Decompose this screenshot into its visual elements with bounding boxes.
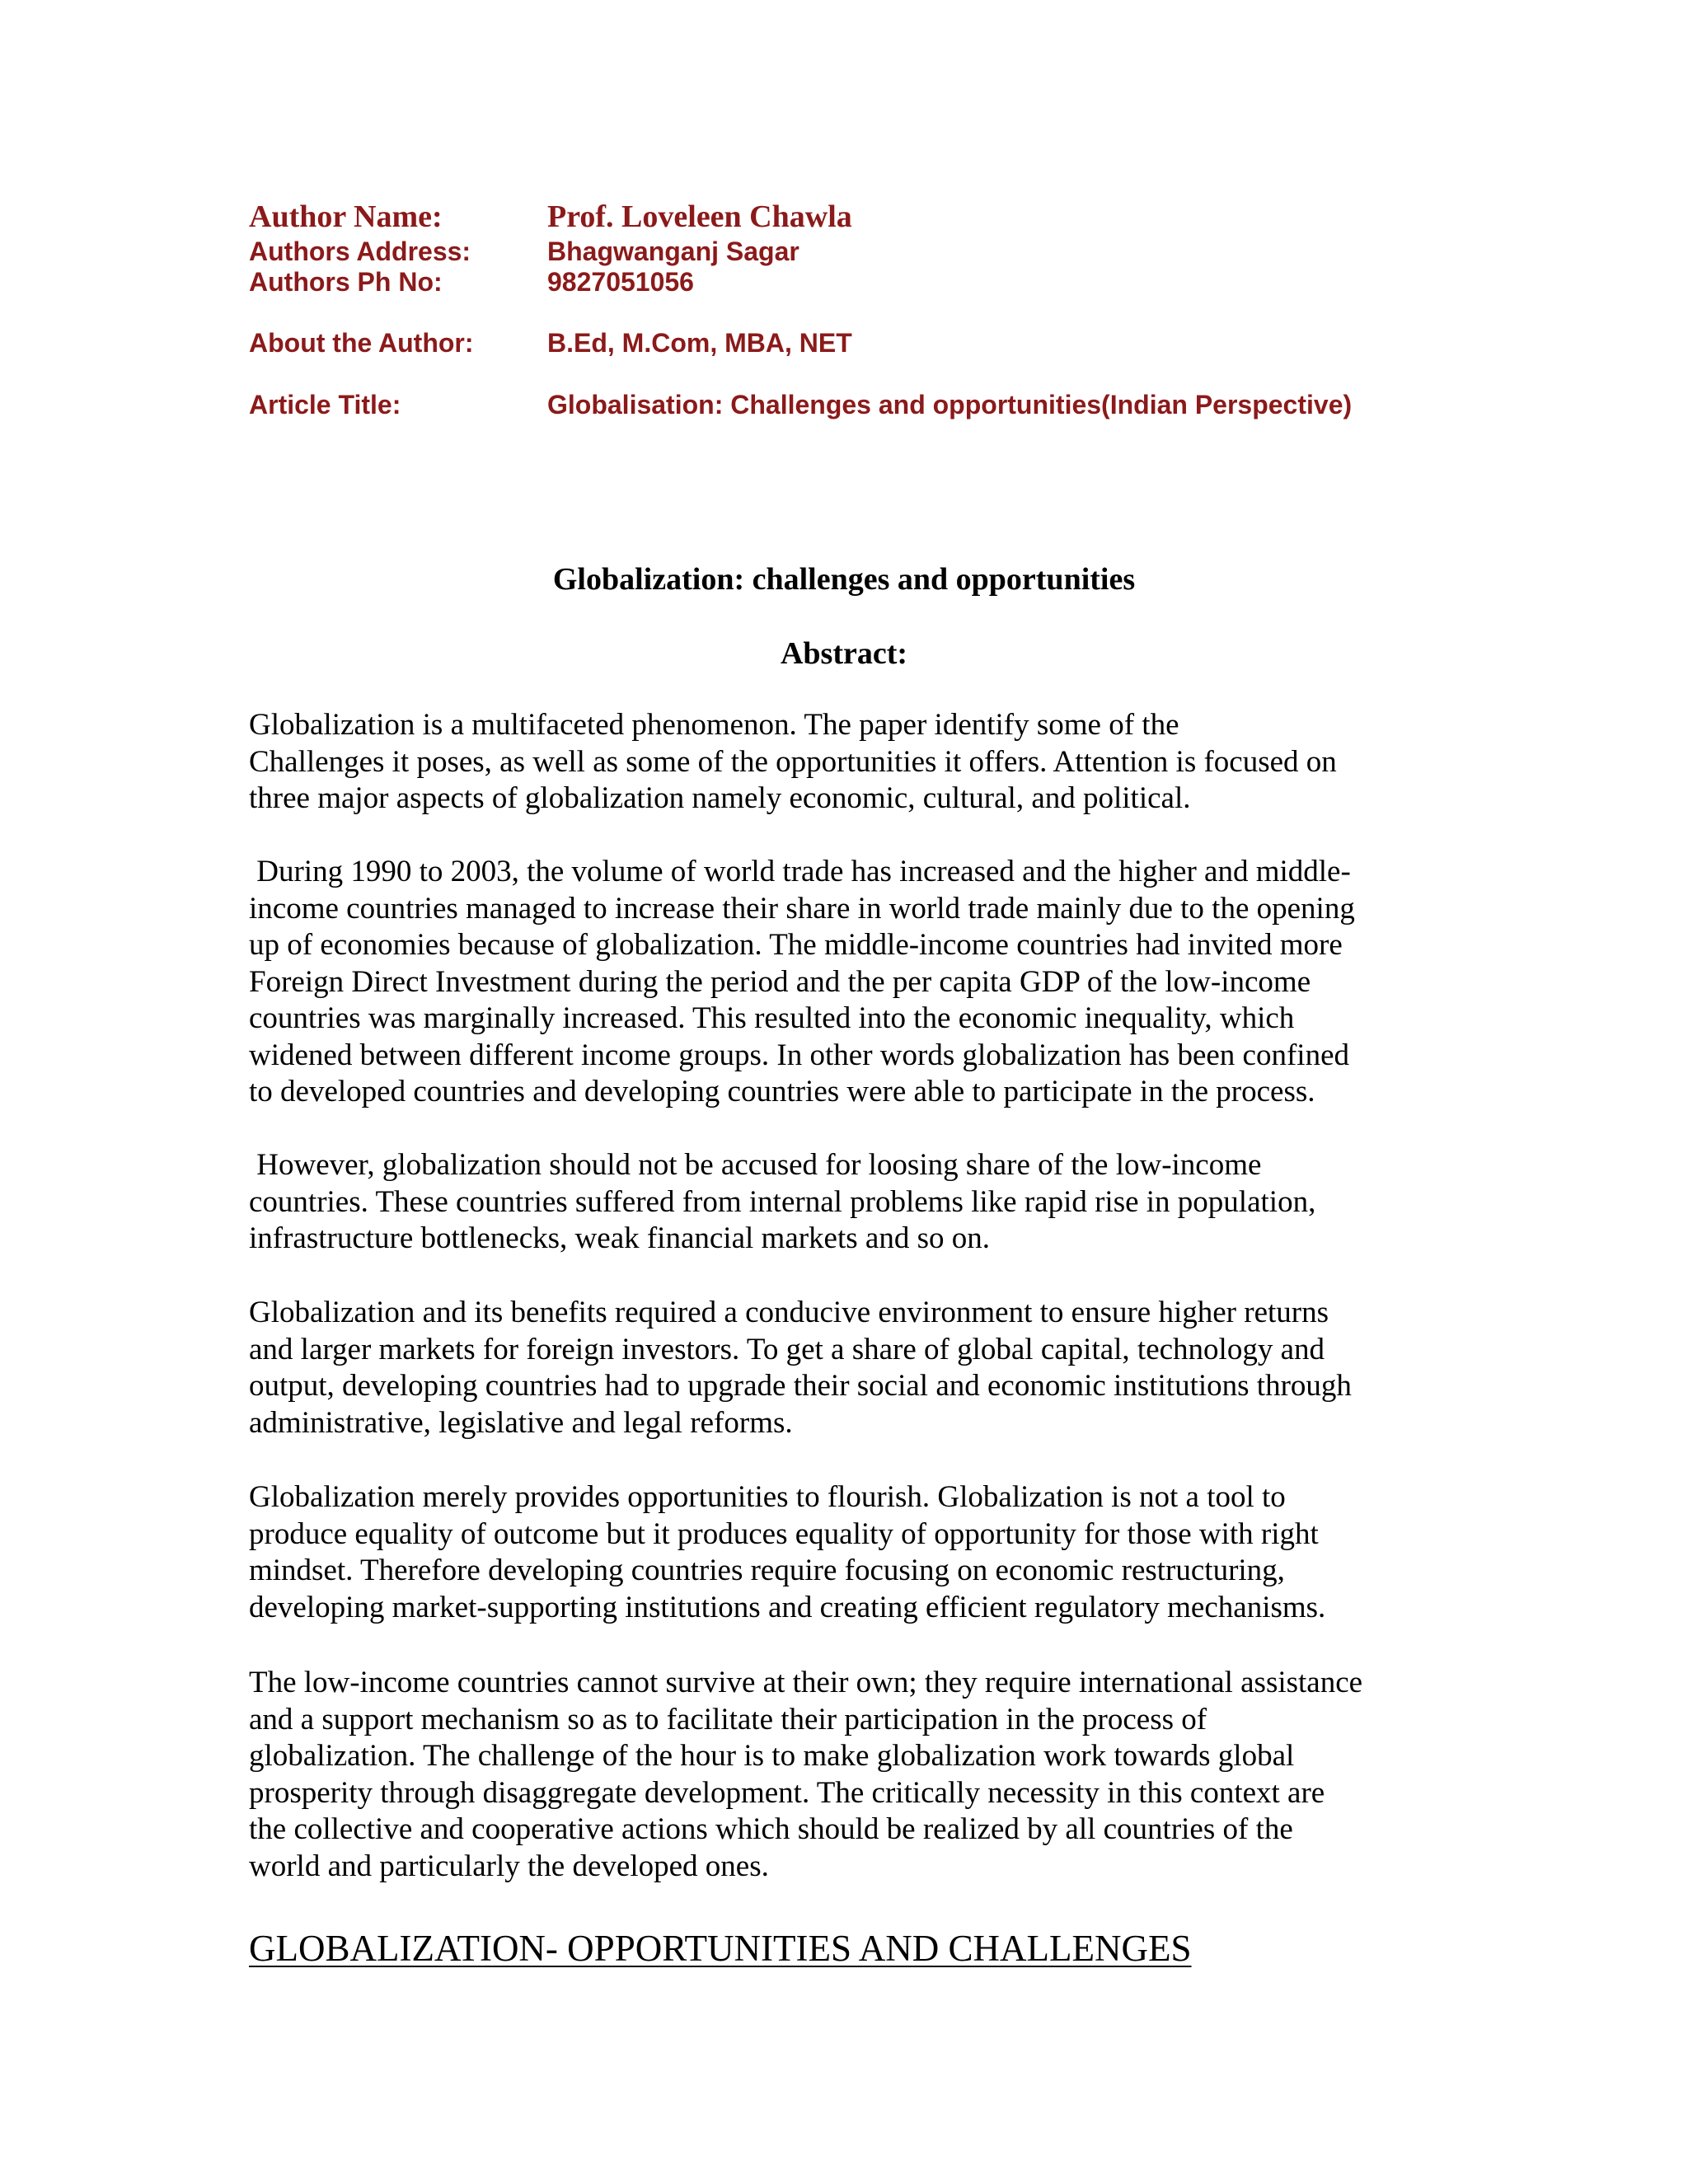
paragraph-line: Globalization and its benefits required a conducive environment to ensure higher returns bbox=[249, 1296, 1329, 1329]
paragraph-line: developing market-supporting institutions and creating efficient regulatory mechanisms. bbox=[249, 1590, 1326, 1624]
paragraph-line: and a support mechanism so as to facilitate their participation in the process of bbox=[249, 1702, 1207, 1736]
paragraph-line: However, globalization should not be accused for loosing share of the low-income bbox=[249, 1148, 1262, 1182]
paragraph-3 bbox=[249, 1147, 1452, 1258]
author-name-label: Author Name: bbox=[249, 199, 443, 234]
paragraph-line: Foreign Direct Investment during the period and the per capita GDP of the low-income bbox=[249, 964, 1311, 999]
paragraph-line: The low-income countries cannot survive at their own; they require international assistance bbox=[249, 1666, 1363, 1699]
paragraph-line: globalization. The challenge of the hour is to make globalization work towards global bbox=[249, 1739, 1295, 1773]
article-title-label: Article Title: bbox=[249, 390, 401, 419]
paragraph-line: output, developing countries had to upgrade their social and economic institutions through bbox=[249, 1369, 1352, 1403]
paragraph-line: mindset. Therefore developing countries require focusing on economic restructuring, bbox=[249, 1554, 1285, 1587]
paragraph-line: to developed countries and developing countries were able to participate in the process. bbox=[249, 1075, 1315, 1108]
paragraph-line: income countries managed to increase their share in world trade mainly due to the opening bbox=[249, 891, 1355, 926]
paragraph-line: Globalization merely provides opportunities to flourish. Globalization is not a tool to bbox=[249, 1480, 1286, 1514]
paragraph-6 bbox=[249, 1665, 1452, 1885]
about-author-value: B.Ed, M.Com, MBA, NET bbox=[547, 328, 852, 358]
paragraph-4 bbox=[249, 1295, 1452, 1441]
paragraph-line: administrative, legislative and legal reforms. bbox=[249, 1405, 793, 1440]
paragraph-line: Globalization is a multifaceted phenomenon. The paper identify some of the bbox=[249, 708, 1179, 742]
paragraph-1 bbox=[249, 707, 1452, 818]
paragraph-line: three major aspects of globalization namely economic, cultural, and political. bbox=[249, 781, 1191, 815]
section-heading: GLOBALIZATION- OPPORTUNITIES AND CHALLENGES bbox=[249, 1928, 1192, 1969]
paragraph-line: Challenges it poses, as well as some of the opportunities it offers. Attention is focused on bbox=[249, 744, 1337, 779]
paragraph-line: prosperity through disaggregate development. The critically necessity in this context are bbox=[249, 1775, 1325, 1810]
paragraph-2 bbox=[249, 854, 1452, 1111]
author-phone-label: Authors Ph No: bbox=[249, 267, 443, 297]
paragraph-line: widened between different income groups. In other words globalization has been confined bbox=[249, 1038, 1349, 1072]
paragraph-line: world and particularly the developed ones. bbox=[249, 1849, 769, 1883]
paragraph-line: the collective and cooperative actions which should be realized by all countries of the bbox=[249, 1812, 1293, 1846]
author-name-value: Prof. Loveleen Chawla bbox=[547, 199, 852, 234]
author-phone-value: 9827051056 bbox=[547, 267, 694, 297]
paragraph-line: infrastructure bottlenecks, weak financial markets and so on. bbox=[249, 1221, 990, 1255]
paragraph-line: countries was marginally increased. This resulted into the economic inequality, which bbox=[249, 1001, 1295, 1035]
paragraph-line: produce equality of outcome but it produces equality of opportunity for those with right bbox=[249, 1516, 1319, 1551]
abstract-heading: Abstract: bbox=[780, 636, 908, 671]
paragraph-line: countries. These countries suffered from internal problems like rapid rise in population, bbox=[249, 1184, 1316, 1219]
paragraph-5 bbox=[249, 1479, 1452, 1626]
document-title: Globalization: challenges and opportunities bbox=[552, 562, 1136, 597]
paragraph-line: and larger markets for foreign investors. To get a share of global capital, technology and bbox=[249, 1332, 1325, 1366]
paragraph-line: up of economies because of globalization. The middle-income countries had invited more bbox=[249, 928, 1343, 962]
author-address-label: Authors Address: bbox=[249, 237, 471, 266]
about-author-label: About the Author: bbox=[249, 328, 474, 358]
article-title-value: Globalisation: Challenges and opportunities(Indian Perspective) bbox=[547, 390, 1353, 419]
author-address-value: Bhagwanganj Sagar bbox=[547, 237, 799, 266]
paragraph-line: During 1990 to 2003, the volume of world trade has increased and the higher and middle- bbox=[249, 855, 1351, 888]
